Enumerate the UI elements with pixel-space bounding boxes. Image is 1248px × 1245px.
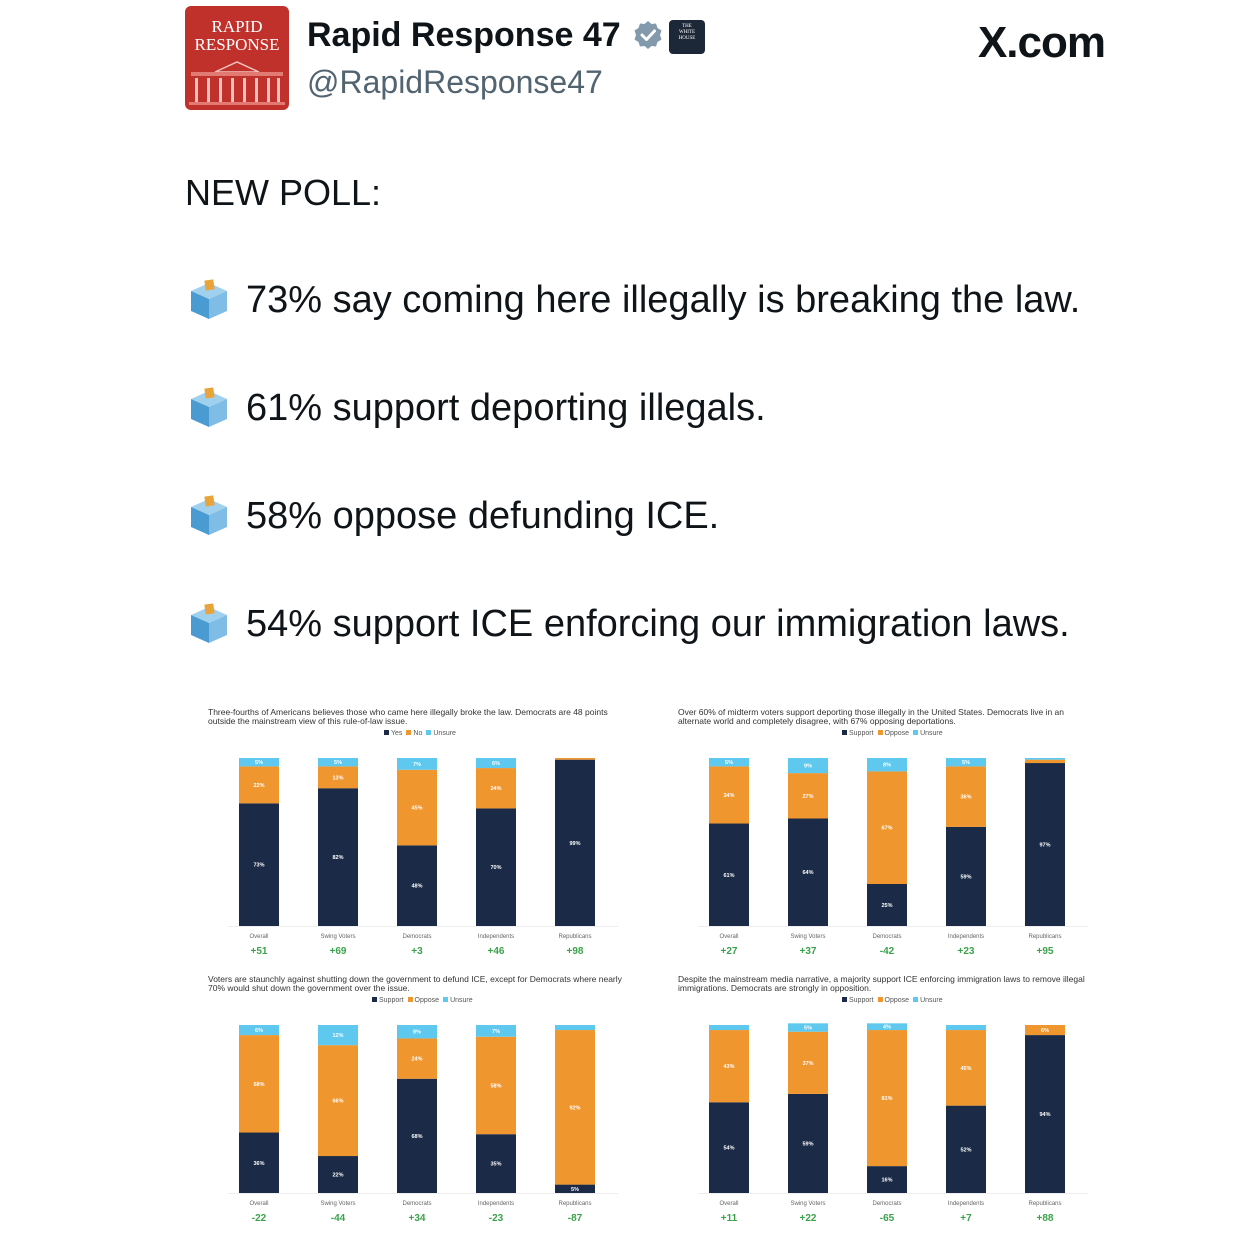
net-value-label: -87 (567, 1213, 583, 1224)
bar-value-label: 61% (723, 872, 735, 879)
bar-value-label: 68% (411, 1133, 423, 1140)
site-label: X.com (977, 18, 1105, 67)
bar-value-label: 4% (883, 1024, 891, 1031)
chart-subtitle: Three-fourths of Americans believes those who came here illegally broke the law. Democrats are 48 points outside the mainstream view of this rule-of-law issue. (208, 707, 608, 726)
net-value-label: +69 (329, 946, 347, 957)
bar-value-label: 25% (881, 903, 893, 909)
bar-value-label: 22% (332, 1172, 344, 1179)
poll-chart-1 (208, 708, 668, 978)
avatar-text-line-2: RESPONSE (194, 35, 280, 54)
chart-subtitle: Despite the mainstream media narrative, a majority support ICE enforcing immigration laws to remove illegal immigrations. Democrats are strongly in opposition. (678, 974, 1085, 993)
bar-value-label: 45% (411, 805, 423, 812)
legend-label: Oppose (414, 997, 440, 1004)
net-value-label: +11 (720, 1213, 738, 1224)
net-value-label: -23 (488, 1213, 504, 1224)
legend-label: Support (849, 997, 874, 1004)
chart-plot (678, 708, 1138, 968)
net-value-label: +95 (1036, 946, 1054, 957)
category-label: Republicans (1028, 934, 1062, 940)
net-value-label: +23 (957, 946, 975, 957)
bar-segment (1025, 758, 1065, 760)
category-label: Republicans (558, 1201, 592, 1207)
category-label: Swing Voters (320, 1201, 356, 1207)
category-label: Overall (719, 934, 739, 940)
ballot-box-icon (188, 603, 230, 645)
bullet-item (188, 492, 719, 540)
bar-value-label: 36% (960, 794, 972, 801)
bar-value-label: 48% (411, 883, 423, 890)
affiliate-text-3: HOUSE (678, 36, 696, 41)
chart-plot (208, 708, 668, 968)
category-label: Republicans (1028, 1201, 1062, 1207)
legend-label: Unsure (450, 997, 473, 1004)
poll-chart-2 (678, 708, 1138, 978)
bar-value-label: 34% (723, 792, 735, 799)
category-label: Independents (477, 1201, 515, 1207)
bar-value-label: 7% (413, 761, 421, 768)
chart-subtitle: Over 60% of midterm voters support deporting those illegally in the United States. Democrats live in an alternate world and completely disagree, with 67% opposing deportations. (678, 707, 1064, 726)
bar-value-label: 8% (413, 1029, 421, 1036)
net-value-label: +98 (566, 946, 584, 957)
bar-value-label: 24% (490, 786, 502, 793)
bar-value-label: 54% (723, 1145, 735, 1152)
net-value-label: -65 (879, 1213, 895, 1224)
bar-value-label: 58% (490, 1083, 502, 1090)
legend-label: Support (849, 730, 874, 737)
bar-value-label: 67% (881, 825, 893, 832)
legend-label: Yes (391, 730, 403, 737)
category-label: Independents (947, 1201, 985, 1207)
verified-badge-icon (633, 20, 663, 50)
ballot-box-icon (188, 495, 230, 537)
category-label: Democrats (872, 934, 902, 940)
bar-value-label: 7% (492, 1028, 500, 1035)
avatar[interactable] (185, 6, 289, 110)
bar-value-label: 97% (1039, 842, 1051, 849)
category-label: Swing Voters (790, 934, 826, 940)
poll-chart-3 (208, 975, 668, 1245)
legend-label: Unsure (920, 730, 943, 737)
bullet-item (188, 600, 1070, 648)
bar-value-label: 5% (255, 760, 263, 767)
avatar-text-line-1: RAPID (211, 17, 263, 36)
post-heading: NEW POLL: (185, 172, 382, 213)
category-label: Democrats (402, 934, 432, 940)
bar-value-label: 6% (255, 1028, 263, 1035)
category-label: Republicans (558, 934, 592, 940)
net-value-label: +51 (250, 946, 268, 957)
category-label: Independents (477, 934, 515, 940)
bullet-text: 58% oppose defunding ICE. (246, 494, 720, 537)
bar-segment (555, 758, 595, 760)
bar-value-label: 8% (883, 762, 891, 769)
category-label: Overall (249, 1201, 269, 1207)
net-value-label: +37 (799, 946, 817, 957)
ballot-box-icon (188, 387, 230, 429)
bullet-text: 61% support deporting illegals. (246, 386, 766, 429)
chart-plot (678, 975, 1138, 1235)
bar-value-label: 64% (802, 870, 814, 877)
bar-value-label: 45% (960, 1065, 972, 1072)
category-label: Swing Voters (320, 934, 356, 940)
category-label: Democrats (872, 1201, 902, 1207)
category-label: Overall (719, 1201, 739, 1207)
ballot-box-icon (188, 279, 230, 321)
bar-value-label: 58% (253, 1081, 265, 1088)
category-label: Independents (947, 934, 985, 940)
poll-chart-4 (678, 975, 1138, 1245)
post-header (185, 6, 1105, 116)
bullet-item (188, 384, 766, 432)
bar-value-label: 35% (490, 1161, 502, 1168)
bar-segment (1025, 760, 1065, 763)
net-value-label: +46 (487, 946, 505, 957)
bar-value-label: 22% (253, 782, 265, 789)
bar-value-label: 6% (492, 761, 500, 768)
bar-value-label: 73% (253, 862, 265, 869)
legend-label: Oppose (884, 730, 910, 737)
bar-value-label: 5% (571, 1186, 579, 1193)
bar-value-label: 99% (569, 840, 581, 847)
bar-value-label: 5% (804, 1025, 812, 1032)
handle[interactable]: @RapidResponse47 (307, 64, 603, 100)
bar-value-label: 16% (881, 1177, 893, 1184)
net-value-label: +22 (799, 1213, 817, 1224)
net-value-label: +88 (1036, 1213, 1054, 1224)
bar-value-label: 24% (411, 1056, 423, 1063)
legend-label: Unsure (433, 730, 456, 737)
bar-value-label: 5% (334, 760, 342, 767)
legend-label: No (413, 730, 423, 737)
bar-value-label: 6% (1041, 1028, 1049, 1035)
net-value-label: +27 (720, 946, 738, 957)
chart-subtitle: Voters are staunchly against shutting down the government to defund ICE, except for Democrats where nearly 70% would shut down the government over the issue. (208, 974, 622, 993)
bar-value-label: 70% (490, 865, 502, 872)
bar-value-label: 81% (881, 1096, 893, 1103)
bar-value-label: 9% (804, 763, 812, 770)
bar-value-label: 59% (960, 874, 972, 881)
bullet-item (188, 276, 1080, 324)
bar-segment (555, 1025, 595, 1030)
category-label: Swing Voters (790, 1201, 826, 1207)
bar-value-label: 52% (960, 1147, 972, 1154)
affiliate-text-2: WHITE (678, 30, 696, 35)
bullet-text: 54% support ICE enforcing our immigration laws. (246, 602, 1070, 645)
bar-value-label: 5% (725, 760, 733, 767)
net-value-label: -44 (330, 1213, 346, 1224)
category-label: Overall (249, 934, 269, 940)
bar-value-label: 13% (332, 775, 344, 782)
net-value-label: -22 (251, 1213, 267, 1224)
net-value-label: -42 (879, 946, 895, 957)
bar-value-label: 59% (802, 1141, 814, 1148)
category-label: Democrats (402, 1201, 432, 1207)
bar-value-label: 36% (253, 1160, 265, 1167)
bar-value-label: 66% (332, 1098, 344, 1105)
chart-plot (208, 975, 668, 1235)
bar-value-label: 5% (962, 760, 970, 767)
net-value-label: +3 (411, 946, 423, 957)
affiliate-text-1: THE (682, 24, 692, 29)
legend-label: Oppose (884, 997, 910, 1004)
net-value-label: +7 (960, 1213, 972, 1224)
bar-segment (709, 1025, 749, 1030)
bar-segment (946, 1025, 986, 1030)
white-house-graphic (185, 58, 289, 110)
bar-value-label: 82% (332, 855, 344, 862)
bullet-text: 73% say coming here illegally is breaking the law. (246, 278, 1081, 321)
bar-value-label: 12% (332, 1033, 344, 1040)
legend-label: Unsure (920, 997, 943, 1004)
net-value-label: +34 (408, 1213, 426, 1224)
white-house-icon (669, 20, 705, 54)
display-name[interactable]: Rapid Response 47 (307, 16, 621, 54)
bar-value-label: 27% (802, 793, 814, 800)
bar-value-label: 92% (569, 1105, 581, 1112)
bar-value-label: 37% (802, 1060, 814, 1067)
bar-value-label: 94% (1039, 1112, 1051, 1119)
legend-label: Support (379, 997, 404, 1004)
bar-value-label: 43% (723, 1064, 735, 1071)
